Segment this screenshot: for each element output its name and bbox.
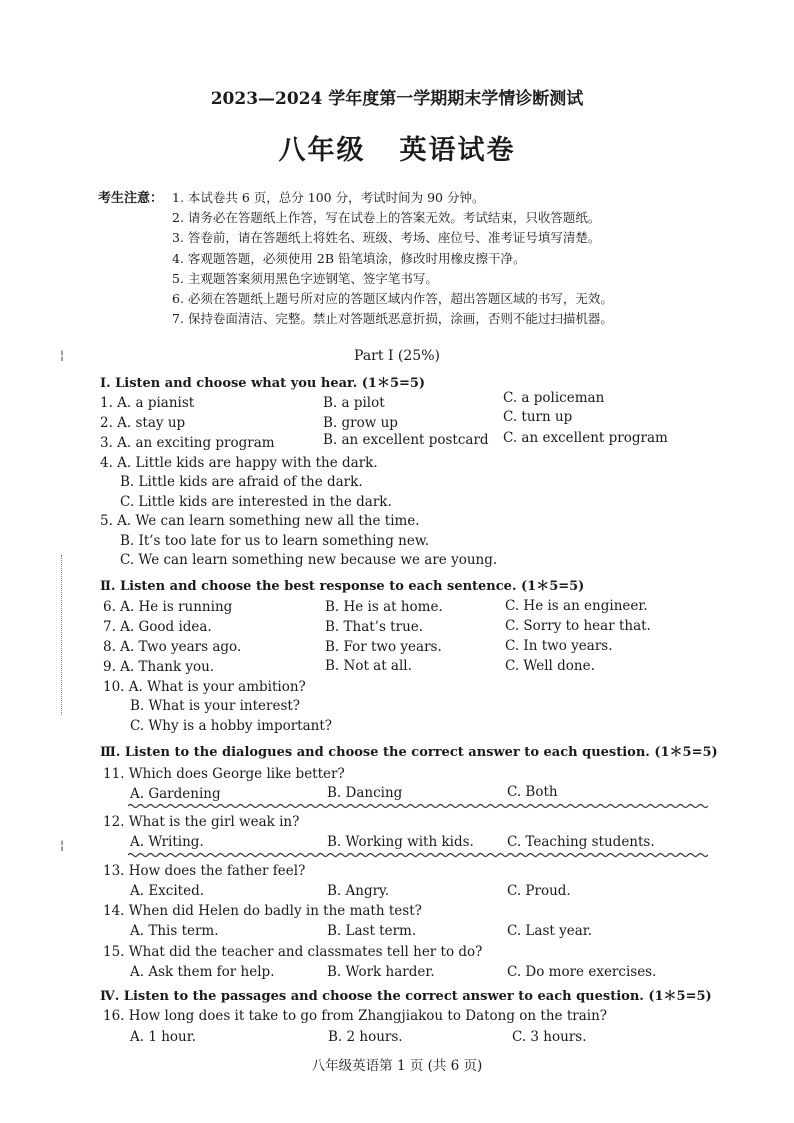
- margin-mark: ¦: [60, 838, 65, 852]
- wavy-divider: [128, 803, 708, 809]
- q1-option-a: 1. A. a pianist: [100, 395, 195, 411]
- margin-mark: ¦: [60, 348, 65, 362]
- q11-question: 11. Which does George like better?: [103, 766, 345, 782]
- q8-option-b: B. For two years.: [325, 639, 442, 655]
- q11-option-a: A. Gardening: [130, 786, 221, 802]
- q12-option-a: A. Writing.: [130, 834, 204, 850]
- exam-top-title: 2023—2024 学年度第一学期期末学情诊断测试: [210, 89, 584, 109]
- q16-option-c: C. 3 hours.: [512, 1029, 587, 1045]
- q5-option-a: 5. A. We can learn something new all the time.: [100, 513, 420, 529]
- q7-option-b: B. That’s true.: [325, 619, 424, 635]
- q3-option-a: 3. A. an exciting program: [100, 435, 275, 451]
- q4-option-c: C. Little kids are interested in the dark.: [120, 494, 392, 510]
- q16-option-a: A. 1 hour.: [130, 1029, 196, 1045]
- notice-item: 3. 答卷前，请在答题纸上将姓名、班级、考场、座位号、准考证号填写清楚。: [172, 230, 601, 245]
- section-3-heading: Ⅲ. Listen to the dialogues and choose the correct answer to each question. (1＊5=5): [100, 745, 718, 760]
- part-title: Part Ⅰ (25%): [354, 348, 440, 364]
- q2-option-a: 2. A. stay up: [100, 415, 186, 431]
- q11-option-c: C. Both: [507, 784, 558, 800]
- q13-question: 13. How does the father feel?: [103, 863, 306, 879]
- q15-option-c: C. Do more exercises.: [507, 964, 657, 980]
- q14-option-c: C. Last year.: [507, 923, 593, 939]
- q13-option-b: B. Angry.: [327, 883, 390, 899]
- subject-label: 英语试卷: [399, 135, 516, 166]
- q4-option-a: 4. A. Little kids are happy with the dark.: [100, 455, 378, 471]
- notice-label: 考生注意：: [98, 191, 164, 206]
- q14-option-a: A. This term.: [130, 923, 219, 939]
- notice-item: 4. 客观题答题，必须使用 2B 铅笔填涂，修改时用橡皮擦干净。: [172, 251, 526, 266]
- q5-option-c: C. We can learn something new because we are young.: [120, 552, 498, 568]
- q11-option-b: B. Dancing: [327, 785, 403, 801]
- binding-dotted-line: [61, 555, 62, 715]
- q6-option-a: 6. A. He is running: [103, 599, 233, 615]
- q6-option-b: B. He is at home.: [325, 599, 443, 615]
- q13-option-c: C. Proud.: [507, 883, 571, 899]
- grade-label: 八年级: [278, 135, 366, 166]
- q14-question: 14. When did Helen do badly in the math test?: [103, 903, 422, 919]
- q8-option-a: 8. A. Two years ago.: [103, 639, 242, 655]
- q9-option-c: C. Well done.: [505, 658, 595, 674]
- q15-option-b: B. Work harder.: [327, 964, 435, 980]
- q16-question: 16. How long does it take to go from Zhangjiakou to Datong on the train?: [103, 1008, 607, 1024]
- q9-option-a: 9. A. Thank you.: [103, 659, 215, 675]
- notice-item: 5. 主观题答案须用黑色字迹钢笔、签字笔书写。: [172, 271, 438, 286]
- q3-option-b: B. an excellent postcard: [323, 432, 489, 448]
- q3-option-c: C. an excellent program: [503, 430, 668, 446]
- wavy-divider: [128, 852, 708, 858]
- page-footer: 八年级英语第 1 页 (共 6 页): [311, 1058, 483, 1074]
- q7-option-a: 7. A. Good idea.: [103, 619, 212, 635]
- q12-question: 12. What is the girl weak in?: [103, 814, 300, 830]
- q10-option-b: B. What is your interest?: [130, 698, 301, 714]
- exam-main-title: [0, 128, 794, 167]
- section-2-heading: Ⅱ. Listen and choose the best response to each sentence. (1＊5=5): [100, 579, 585, 594]
- q9-option-b: B. Not at all.: [325, 658, 412, 674]
- q4-option-b: B. Little kids are afraid of the dark.: [120, 474, 363, 490]
- q12-option-b: B. Working with kids.: [327, 834, 474, 850]
- notice-item: 7. 保持卷面清洁、完整。禁止对答题纸恶意折损，涂画，否则不能过扫描机器。: [172, 311, 613, 326]
- notice-item: 1. 本试卷共 6 页，总分 100 分，考试时间为 90 分钟。: [172, 190, 485, 205]
- q8-option-c: C. In two years.: [505, 638, 613, 654]
- q6-option-c: C. He is an engineer.: [505, 598, 648, 614]
- q15-option-a: A. Ask them for help.: [130, 964, 275, 980]
- q16-option-b: B. 2 hours.: [328, 1029, 403, 1045]
- q10-option-c: C. Why is a hobby important?: [130, 718, 332, 734]
- section-1-heading: Ⅰ. Listen and choose what you hear. (1＊5=5): [100, 376, 426, 391]
- q10-option-a: 10. A. What is your ambition?: [103, 679, 306, 695]
- q2-option-c: C. turn up: [503, 409, 573, 425]
- q5-option-b: B. It’s too late for us to learn something new.: [120, 533, 430, 549]
- notice-item: 6. 必须在答题纸上题号所对应的答题区域内作答，超出答题区域的书写，无效。: [172, 291, 613, 306]
- q12-option-c: C. Teaching students.: [507, 834, 655, 850]
- q14-option-b: B. Last term.: [327, 923, 417, 939]
- q15-question: 15. What did the teacher and classmates tell her to do?: [103, 944, 483, 960]
- notice-item: 2. 请务必在答题纸上作答，写在试卷上的答案无效。考试结束，只收答题纸。: [172, 210, 601, 225]
- q1-option-b: B. a pilot: [323, 395, 385, 411]
- q1-option-c: C. a policeman: [503, 390, 605, 406]
- section-4-heading: Ⅳ. Listen to the passages and choose the correct answer to each question. (1＊5=5): [100, 989, 712, 1004]
- q2-option-b: B. grow up: [323, 415, 398, 431]
- q13-option-a: A. Excited.: [130, 883, 205, 899]
- q7-option-c: C. Sorry to hear that.: [505, 618, 651, 634]
